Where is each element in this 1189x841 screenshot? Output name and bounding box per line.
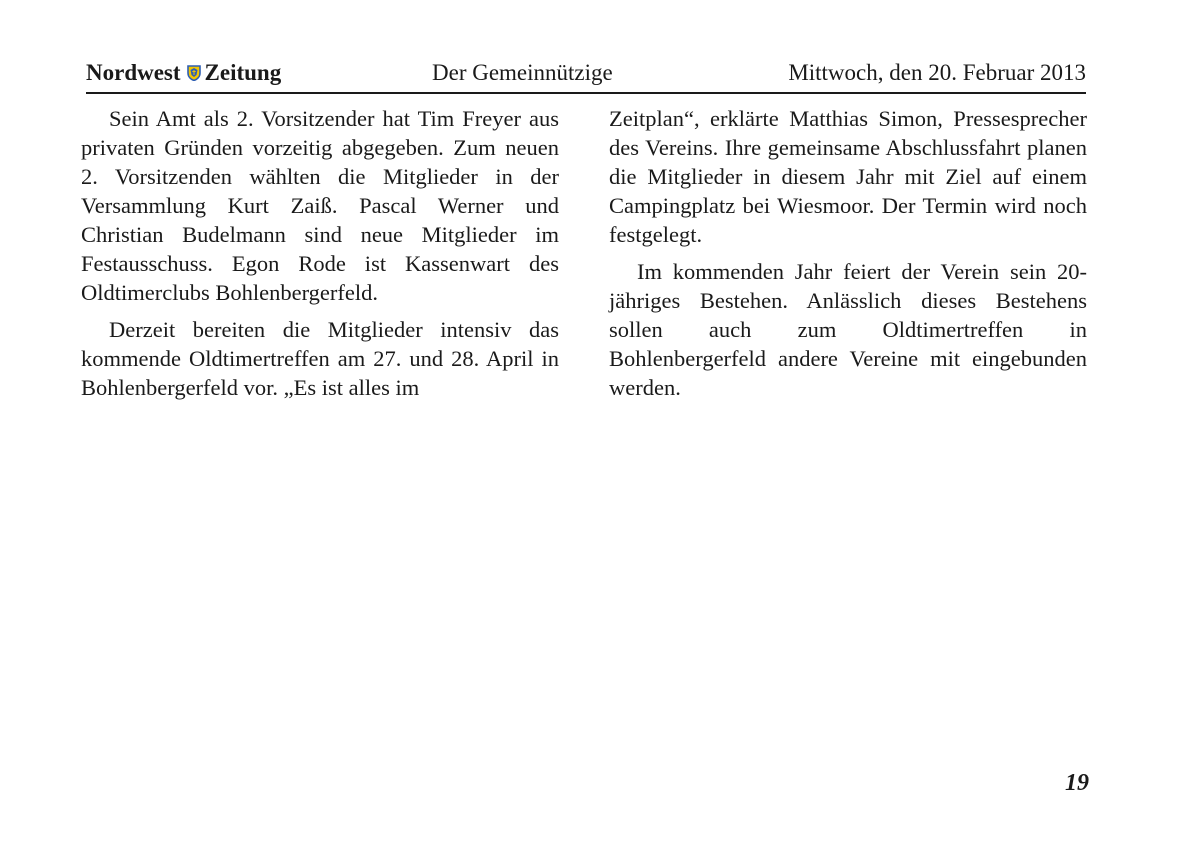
coat-of-arms-icon <box>187 65 201 81</box>
article-paragraph: Derzeit bereiten die Mitglieder intensiv das kommende Oldtimertreffen am 27. und 28. April in Bohlenbergerfeld vor. „Es ist alles im <box>81 317 559 400</box>
newspaper-masthead <box>86 60 281 86</box>
article-paragraph: Zeitplan“, erklärte Matthias Simon, Pressesprecher des Vereins. Ihre gemeinsame Abschlussfahrt planen die Mitglieder in diesem Jahr mit Ziel auf einem Campingplatz bei Wiesmoor. Der Termin wird noch festgelegt. <box>609 106 1087 247</box>
masthead-right-text: Zeitung <box>204 60 282 85</box>
section-title: Der Gemeinnützige <box>432 60 613 85</box>
masthead-left-text: Nordwest <box>86 60 181 85</box>
article-paragraph: Im kommenden Jahr feiert der Verein sein 20-jähriges Bestehen. Anlässlich dieses Bestehens sollen auch zum Oldtimertreffen in Bohlenbergerfeld andere Vereine mit eingebunden werden. <box>609 259 1087 400</box>
left-text-column <box>81 104 559 410</box>
page-number: 19 <box>1065 770 1089 796</box>
page-header <box>86 56 1086 94</box>
right-text-column <box>609 104 1087 410</box>
article-paragraph: Sein Amt als 2. Vorsitzender hat Tim Freyer aus privaten Gründen vorzeitig abgegeben. Zum neuen 2. Vorsitzenden wählten die Mitglieder in der Versammlung Kurt Zaiß. Pascal Werner und Christian Budelmann sind neue Mitglieder im Festausschuss. Egon Rode ist Kassenwart des Oldtimerclubs Bohlenbergerfeld. <box>81 106 559 305</box>
issue-date: Mittwoch, den 20. Februar 2013 <box>788 60 1086 85</box>
